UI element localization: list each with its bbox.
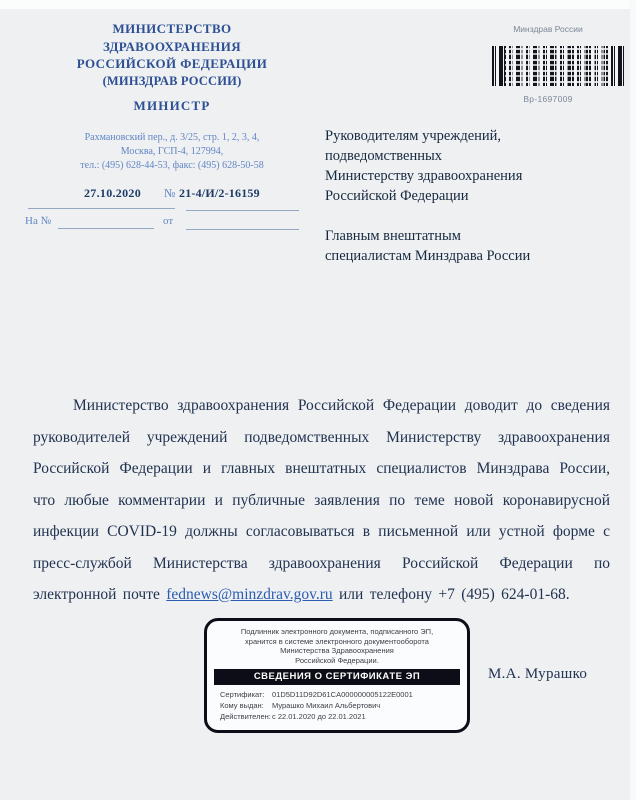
contact-block — [30, 131, 314, 173]
address-line: Москва, ГСП-4, 127994, — [120, 146, 224, 157]
email-link[interactable]: fednews@minzdrav.gov.ru — [166, 586, 333, 603]
addressee-line: Российской Федерации — [325, 188, 469, 204]
addressee-line: Руководителям учреждений, — [325, 128, 502, 144]
body-text: Министерство здравоохранения Российской Федерации доводит до сведения руководителей учреждений подведомственных Министерству здравоохранения Российской Федерации и главных внештатных специалистов Минздрава России, что любые комментарии и публичные заявления по теме новой коронавирусной инфекции COVID-19 должны согласовываться в письменной или устной форме с пресс-службой Министерства здравоохранения Российской Федерации по электронной почте — [33, 397, 610, 603]
addressee-line: Главным внештатным — [325, 228, 461, 244]
reply-number-blank — [58, 228, 154, 229]
registration-org-label: Минздрав России — [513, 24, 583, 34]
certificate-row — [212, 690, 462, 701]
addressee-line: специалистам Минздрава России — [325, 248, 531, 264]
ministry-name-line: МИНИСТЕРСТВО — [112, 21, 232, 36]
stamp-header-line: Министерства Здравоохранения — [280, 646, 394, 656]
certificate-banner: СВЕДЕНИЯ О СЕРТИФИКАТЕ ЭП — [214, 669, 460, 685]
stamp-header-line: хранится в системе электронного документооборота — [245, 636, 429, 646]
number-underline — [186, 210, 299, 211]
letter-body — [33, 390, 610, 611]
body-text: или телефону +7 (495) 624-01-68. — [332, 586, 570, 603]
position-title: МИНИСТР — [133, 98, 211, 113]
number-sign: № — [164, 186, 176, 200]
certificate-label: Сертификат: — [220, 690, 265, 700]
letter-number: 21-4/И/2-16159 — [179, 186, 260, 200]
barcode — [492, 46, 624, 86]
registration-number: Вр-1697009 — [523, 94, 573, 104]
address-line: Рахмановский пер., д. 3/25, стр. 1, 2, 3, 4, — [84, 132, 260, 143]
addressee-group-1 — [325, 126, 625, 206]
signatory-name: М.А. Мурашко — [488, 666, 588, 682]
phone-fax-line: тел.: (495) 628-44-53, факс: (495) 628-50-58 — [80, 160, 264, 171]
letterhead — [38, 20, 306, 90]
ministry-name-line: РОССИЙСКОЙ ФЕДЕРАЦИИ — [76, 56, 268, 71]
esignature-stamp — [204, 618, 470, 733]
issued-to-label: Кому выдан: — [220, 700, 264, 710]
ministry-name-line: ЗДРАВООХРАНЕНИЯ — [102, 38, 241, 54]
certificate-value: 01D5D11D92D61CA000000005122E0001 — [272, 690, 413, 700]
addressee-group-2 — [325, 226, 625, 266]
scan-edge-right — [630, 0, 636, 800]
validity-row — [212, 712, 462, 723]
reply-from-label: от — [163, 215, 174, 227]
issued-to-row — [212, 701, 462, 712]
letter-date: 27.10.2020 — [84, 186, 141, 200]
addressee-block — [325, 126, 625, 266]
date-underline — [28, 208, 175, 209]
validity-value: с 22.01.2020 до 22.01.2021 — [272, 711, 366, 721]
scan-edge-top — [0, 0, 636, 9]
addressee-line: подведомственных — [325, 148, 442, 164]
issued-to-value: Мурашко Михаил Альбертович — [272, 700, 381, 710]
reply-to-label: На № — [25, 215, 52, 227]
addressee-line: Министерству здравоохранения — [325, 168, 523, 184]
ministry-short-name: (МИНЗДРАВ РОССИИ) — [102, 73, 242, 88]
validity-label: Действителен: — [220, 711, 271, 721]
stamp-header-line: Подлинник электронного документа, подписанного ЭП, — [240, 627, 434, 636]
reply-date-blank — [186, 229, 299, 230]
stamp-header-line: Российской Федерации. — [295, 655, 379, 665]
